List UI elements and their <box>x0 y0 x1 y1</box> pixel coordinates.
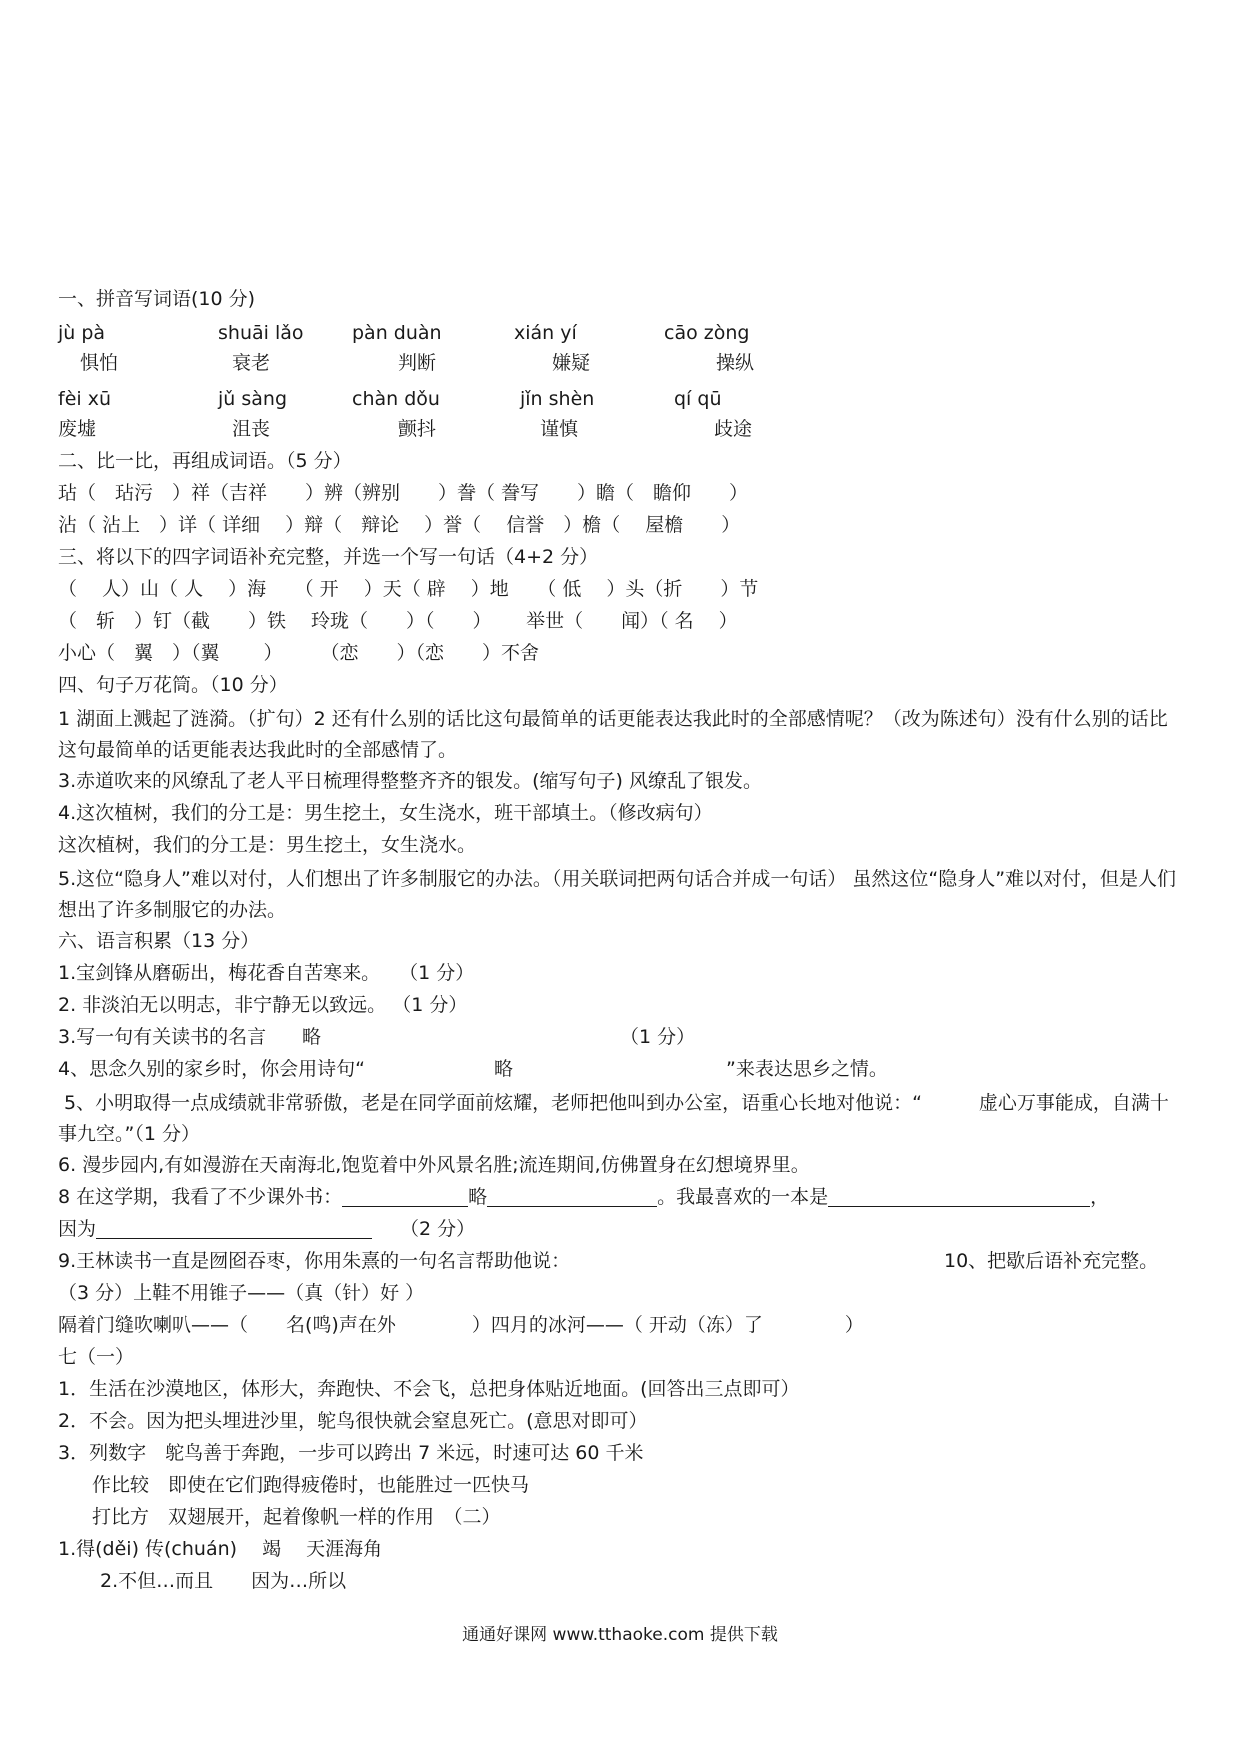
word: 颤抖 <box>398 418 437 440</box>
word: 谨慎 <box>540 418 579 440</box>
answer-text: 3．列数字 鸵鸟善于奔跑，一步可以跨出 7 米远，时速可达 60 千米 <box>58 1442 644 1464</box>
pinyin: fèi xū <box>58 388 111 410</box>
answer-text: 1．生活在沙漠地区，体形大，奔跑快、不会飞，总把身体贴近地面。(回答出三点即可） <box>58 1378 800 1400</box>
question-text: ”来表达思乡之情。 <box>726 1058 888 1080</box>
word: 判断 <box>398 352 437 374</box>
answer-text: （3 分）上鞋不用锥子——（真（针）好 ） <box>58 1282 425 1304</box>
compare-line: 玷（ 玷污 ）祥（吉祥 ）辨（辨别 ）誊（ 誊写 ）瞻（ 瞻仰 ） <box>58 482 749 504</box>
blank-line[interactable] <box>828 1186 1090 1207</box>
answer-text: 5、小明取得一点成绩就非常骄傲，老是在同学面前炫耀，老师把他叫到办公室，语重心长地对他说：“ 虚心万事能成，自满十事九空。”（1 分） <box>58 1092 1169 1145</box>
question-text: 8 在这学期，我看了不少课外书： <box>58 1186 343 1208</box>
blank-line[interactable] <box>487 1186 657 1207</box>
word: 废墟 <box>58 418 97 440</box>
pinyin: qí qū <box>674 388 722 410</box>
word: 惧怕 <box>80 352 119 374</box>
pinyin: shuāi lǎo <box>218 322 304 344</box>
question-text: 10、把歇后语补充完整。 <box>944 1250 1159 1272</box>
punctuation: ， <box>1090 1186 1110 1208</box>
pinyin: pàn duàn <box>352 322 442 344</box>
answer-text: 1.宝剑锋从磨砺出，梅花香自苦寒来。 （1 分） <box>58 962 475 984</box>
pinyin: xián yí <box>514 322 577 344</box>
score-text: （2 分） <box>400 1218 476 1240</box>
question-text: 因为 <box>58 1218 97 1240</box>
blank-line[interactable] <box>342 1186 468 1207</box>
answer-text: 打比方 双翅展开，起着像帆一样的作用 （二） <box>92 1506 501 1528</box>
answer-text: 2.不但…而且 因为…所以 <box>100 1570 347 1592</box>
score-text: （1 分） <box>620 1026 696 1048</box>
compare-line: 沾（ 沾上 ）详（ 详细 ）辩（ 辩论 ）誉（ 信誉 ）檐（ 屋檐 ） <box>58 514 741 536</box>
answer-text: 3.赤道吹来的风缭乱了老人平日梳理得整整齐齐的银发。(缩写句子) 风缭乱了银发。 <box>58 770 762 792</box>
answer-text: 隔着门缝吹喇叭——（ 名(鸣)声在外 ）四月的冰河——（ 开动（冻）了 ） <box>58 1314 864 1336</box>
idiom-line: 小心（ 翼 ）（翼 ） （恋 ）（恋 ）不舍 <box>58 642 540 664</box>
answer-text: 6. 漫步园内,有如漫游在天南海北,饱览着中外风景名胜;流连期间,仿佛置身在幻想境界里。 <box>58 1154 810 1176</box>
answer-text: 作比较 即使在它们跑得疲倦时，也能胜过一匹快马 <box>92 1474 530 1496</box>
answer-text: 5.这位“隐身人”难以对付，人们想出了许多制服它的办法。（用关联词把两句话合并成一句话） 虽然这位“隐身人”难以对付，但是人们想出了许多制服它的办法。 <box>58 868 1177 921</box>
section-3-title: 三、将以下的四字词语补充完整，并选一个写一句话（4+2 分） <box>58 546 599 568</box>
word: 衰老 <box>232 352 271 374</box>
pinyin: jǐn shèn <box>520 388 595 410</box>
section-6-title: 六、语言积累（13 分） <box>58 930 260 952</box>
question-text: 3.写一句有关读书的名言 <box>58 1026 267 1048</box>
idiom-line: （ 人）山（ 人 ）海 （ 开 ）天（ 辟 ）地 （ 低 ）头（折 ）节 <box>58 578 759 600</box>
question-text: 9.王林读书一直是囫囵吞枣，你用朱熹的一句名言帮助他说： <box>58 1250 571 1272</box>
blank-line[interactable] <box>96 1218 372 1239</box>
answer-text: 4.这次植树，我们的分工是：男生挖土，女生浇水，班干部填土。（修改病句） <box>58 802 713 824</box>
question-text: 4、思念久别的家乡时，你会用诗句“ <box>58 1058 365 1080</box>
answer-text: 2. 非淡泊无以明志，非宁静无以致远。 （1 分） <box>58 994 468 1016</box>
section-2-title: 二、比一比，再组成词语。（5 分） <box>58 450 352 472</box>
pinyin: jǔ sàng <box>218 388 288 410</box>
section-4-title: 四、句子万花筒。（10 分） <box>58 674 288 696</box>
idiom-line: （ 斩 ）钉（截 ）铁 玲珑（ ）（ ） 举世（ 闻）（ 名 ） <box>58 610 738 632</box>
answer-text: 1 湖面上溅起了涟漪。（扩句）2 还有什么别的话比这句最简单的话更能表达我此时的全部感情呢？（改为陈述句）没有什么别的话比这句最简单的话更能表达我此时的全部感情了。 <box>58 708 1168 761</box>
word: 沮丧 <box>232 418 271 440</box>
word: 操纵 <box>716 352 755 374</box>
word: 嫌疑 <box>552 352 591 374</box>
answer-text: 略 <box>494 1058 514 1080</box>
word: 歧途 <box>714 418 753 440</box>
question-8-line <box>58 1184 1188 1210</box>
answer-text: 2．不会。因为把头埋进沙里，鸵鸟很快就会窒息死亡。(意思对即可） <box>58 1410 648 1432</box>
section-1-title: 一、拼音写词语(10 分) <box>58 288 256 310</box>
question-text: 。我最喜欢的一本是 <box>657 1186 829 1208</box>
answer-text: 略 <box>302 1026 322 1048</box>
answer-text: 这次植树，我们的分工是：男生挖土，女生浇水。 <box>58 834 477 856</box>
pinyin: chàn dǒu <box>352 388 440 410</box>
footer-source: 通通好课网 www.tthaoke.com 提供下载 <box>462 1625 778 1645</box>
question-8-line <box>58 1216 1188 1242</box>
answer-text: 略 <box>468 1186 488 1208</box>
pinyin: jù pà <box>58 322 106 344</box>
answer-text: 1.得(děi) 传(chuán) 竭 天涯海角 <box>58 1538 383 1560</box>
pinyin: cāo zòng <box>664 322 750 344</box>
section-7-title: 七（一） <box>58 1346 135 1368</box>
